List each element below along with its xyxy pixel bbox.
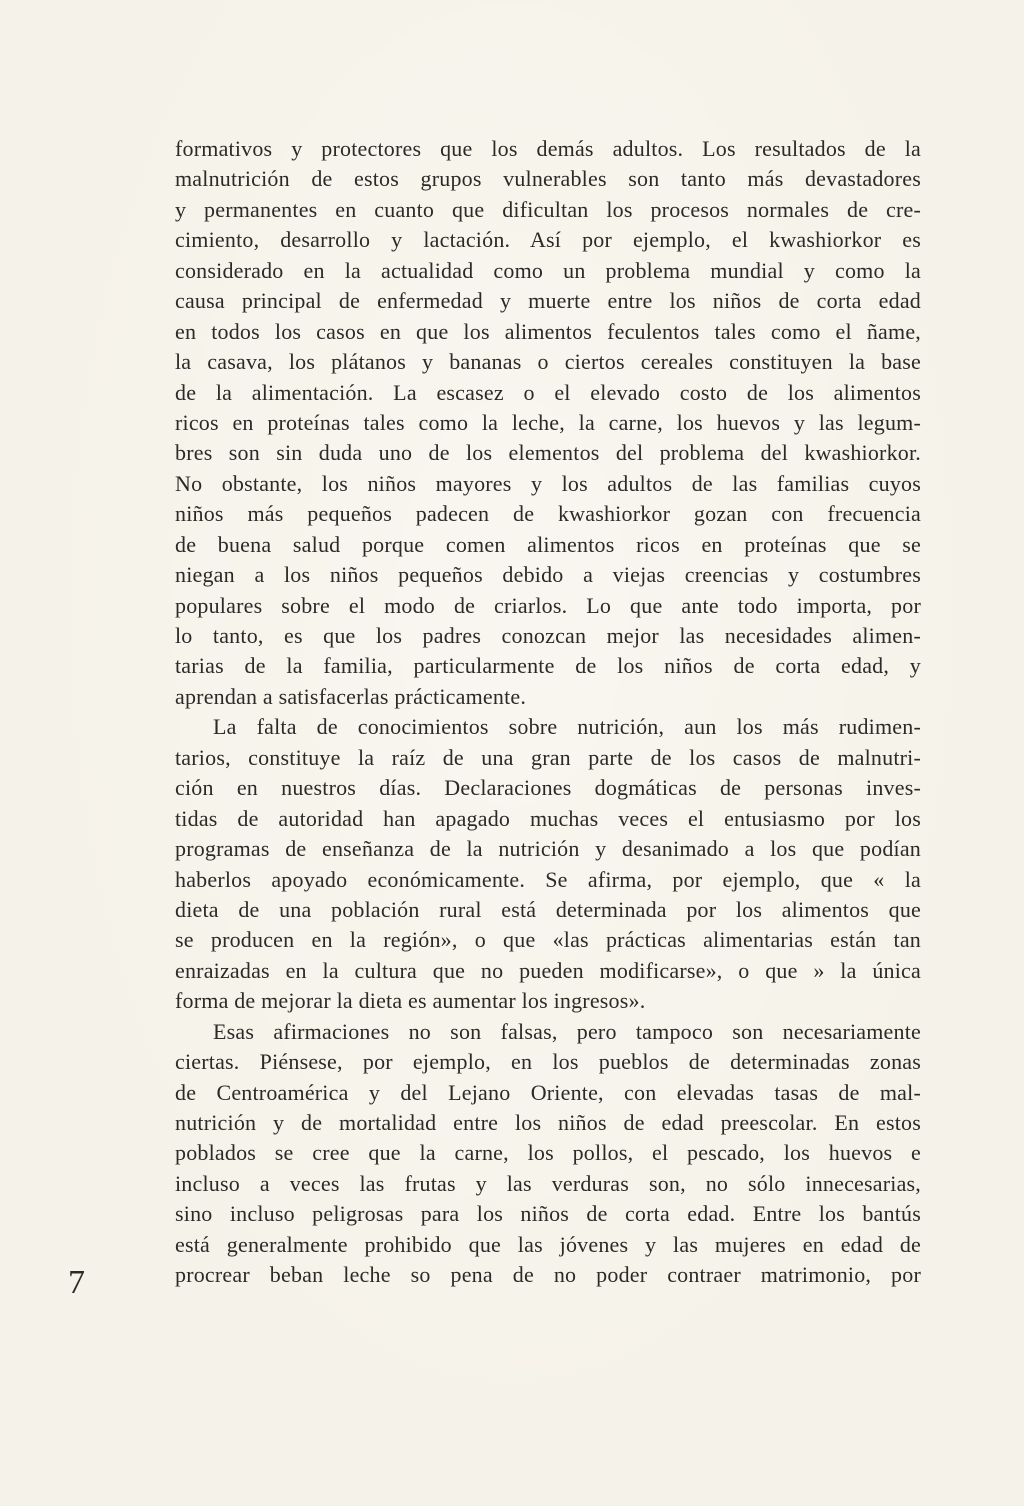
text-line: No obstante, los niños mayores y los adultos de las familias cuyos [175,470,921,496]
text-line: lo tanto, es que los padres conozcan mejor las necesidades alimen- [175,623,921,648]
text-line: de la alimentación. La escasez o el elevado costo de los alimentos [175,379,921,405]
text-line: sino incluso peligrosas para los niños de corta edad. Entre los bantús [175,1201,921,1227]
text-line: bres son sin duda uno de los elementos del problema del kwashiorkor. [175,440,921,466]
text-line: ciertas. Piénsese, por ejemplo, en los pueblos de determinadas zonas [175,1049,921,1075]
text-line: incluso a veces las frutas y las verduras son, no sólo innecesarias, [175,1170,921,1196]
text-line: Esas afirmaciones no son falsas, pero tampoco son necesariamente [213,1018,921,1044]
text-line: dieta de una población rural está determinada por los alimentos que [175,896,921,922]
text-line: de buena salud porque comen alimentos ricos en proteínas que se [175,531,921,557]
text-line: programas de enseñanza de la nutrición y desanimado a los que podían [175,836,921,862]
text-line: La falta de conocimientos sobre nutrición, aun los más rudimen- [213,714,921,740]
text-line: populares sobre el modo de criarlos. Lo que ante todo importa, por [175,592,921,618]
text-line: tarias de la familia, particularmente de los niños de corta edad, y [175,653,921,679]
text-line: ricos en proteínas tales como la leche, la carne, los huevos y las legum- [175,409,921,435]
paragraph-1 [175,134,921,712]
text-line: procrear beban leche so pena de no poder contraer matrimonio, por [175,1262,921,1288]
paragraph-3 [175,1017,921,1291]
text-line: poblados se cree que la carne, los pollos, el pescado, los huevos e [175,1140,921,1166]
text-line: y permanentes en cuanto que dificultan los procesos normales de cre- [175,196,921,222]
body-text [175,134,921,1291]
text-line: niños más pequeños padecen de kwashiorkor gozan con frecuencia [175,501,921,527]
text-line: malnutrición de estos grupos vulnerables son tanto más devastadores [175,166,921,192]
text-line: ción en nuestros días. Declaraciones dogmáticas de personas inves- [175,775,921,801]
text-line: haberlos apoyado económicamente. Se afirma, por ejemplo, que « la [175,866,921,892]
text-line: tarios, constituye la raíz de una gran parte de los casos de malnutri- [175,744,921,770]
text-line: considerado en la actualidad como un problema mundial y como la [175,257,921,283]
text-line: forma de mejorar la dieta es aumentar los ingresos». [175,988,646,1014]
text-line: niegan a los niños pequeños debido a viejas creencias y costumbres [175,562,921,588]
text-line: de Centroamérica y del Lejano Oriente, con elevadas tasas de mal- [175,1079,921,1105]
text-line: está generalmente prohibido que las jóvenes y las mujeres en edad de [175,1231,921,1257]
page-number: 7 [68,1264,85,1301]
text-line: tidas de autoridad han apagado muchas veces el entusiasmo por los [175,805,921,831]
text-line: formativos y protectores que los demás adultos. Los resultados de la [175,136,921,161]
paragraph-2 [175,712,921,1016]
text-line: se producen en la región», o que «las prácticas alimentarias están tan [175,927,921,953]
text-line: enraizadas en la cultura que no pueden modificarse», o que » la única [175,957,921,983]
text-line: causa principal de enfermedad y muerte entre los niños de corta edad [175,288,921,314]
text-line: nutrición y de mortalidad entre los niños de edad preescolar. En estos [175,1110,921,1135]
text-line: en todos los casos en que los alimentos feculentos tales como el ñame, [175,318,921,344]
text-line: aprendan a satisfacerlas prácticamente. [175,683,527,709]
text-line: la casava, los plátanos y bananas o ciertos cereales constituyen la base [175,349,921,375]
text-line: cimiento, desarrollo y lactación. Así por ejemplo, el kwashiorkor es [175,227,921,253]
